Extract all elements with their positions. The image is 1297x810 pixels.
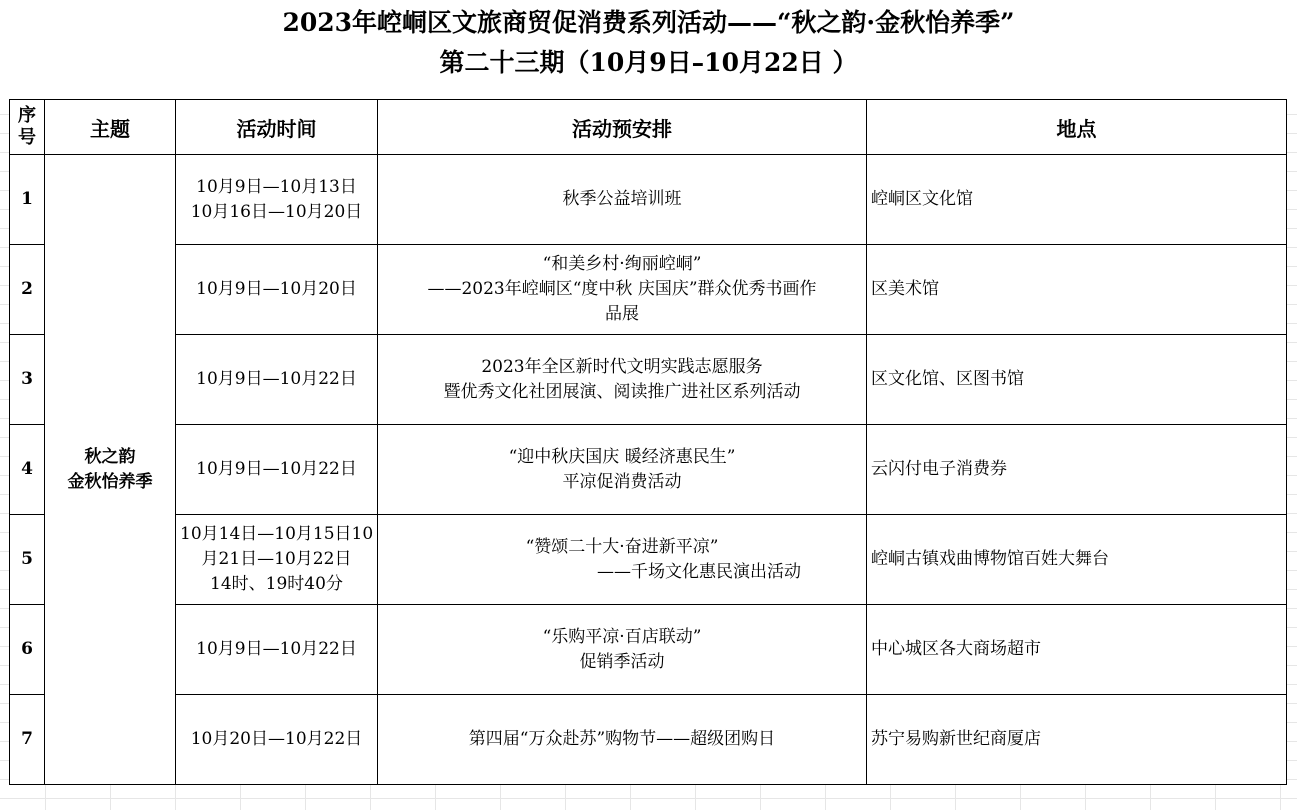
row-index[interactable]: 4: [10, 425, 45, 515]
time-line: 月21日—10月22日: [201, 549, 352, 569]
time-cell[interactable]: [176, 335, 378, 425]
table-row: [10, 245, 1287, 335]
activity-line: 2023年全区新时代文明实践志愿服务: [481, 356, 763, 377]
header-index[interactable]: [10, 100, 45, 155]
activity-cell[interactable]: [378, 245, 867, 335]
page-title: 2023年崆峒区文旅商贸促消费系列活动——“秋之韵·金秋怡养季”: [282, 8, 1015, 37]
title-block: [0, 0, 1297, 99]
activity-line: 第四届“万众赴苏”购物节——超级团购日: [468, 729, 776, 749]
row-index[interactable]: 5: [10, 515, 45, 605]
activity-line: “和美乡村·绚丽崆峒”: [542, 254, 702, 274]
activity-cell[interactable]: [378, 335, 867, 425]
activity-line: 品展: [605, 304, 639, 324]
time-line: 14时、19时40分: [210, 574, 343, 594]
header-row: [10, 100, 1287, 155]
table-row: [10, 335, 1287, 425]
activity-cell[interactable]: [378, 155, 867, 245]
header-activity[interactable]: 活动预安排: [378, 100, 867, 155]
time-line: 10月9日—10月20日: [196, 279, 357, 299]
activity-line: 暨优秀文化社团展演、阅读推广进社区系列活动: [443, 381, 801, 402]
activity-cell[interactable]: [378, 515, 867, 605]
time-line: 10月9日—10月22日: [196, 459, 357, 479]
activity-line: 促销季活动: [579, 651, 665, 672]
time-cell[interactable]: [176, 155, 378, 245]
header-time[interactable]: 活动时间: [176, 100, 378, 155]
row-index[interactable]: 1: [10, 155, 45, 245]
time-line: 10月9日—10月22日: [196, 639, 357, 659]
location-cell[interactable]: 区文化馆、区图书馆: [867, 335, 1287, 425]
activity-line: “乐购平凉·百店联动”: [542, 626, 702, 647]
activity-line: ——2023年崆峒区“度中秋 庆国庆”群众优秀书画作: [427, 279, 817, 299]
location-cell[interactable]: 区美术馆: [867, 245, 1287, 335]
activity-line: 平凉促消费活动: [562, 471, 682, 492]
time-cell[interactable]: [176, 515, 378, 605]
time-line: 10月16日—10月20日: [190, 201, 363, 222]
table-row: [10, 515, 1287, 605]
location-cell[interactable]: 云闪付电子消费券: [867, 425, 1287, 515]
time-line: 10月20日—10月22日: [190, 729, 363, 749]
row-index[interactable]: 7: [10, 695, 45, 785]
time-line: 10月14日—10月15日10: [180, 524, 374, 544]
activity-line: 秋季公益培训班: [562, 189, 682, 209]
header-theme[interactable]: 主题: [45, 100, 176, 155]
header-location[interactable]: 地点: [867, 100, 1287, 155]
activity-line: ——千场文化惠民演出活动: [597, 561, 801, 582]
activity-cell[interactable]: [378, 695, 867, 785]
header-index-line-2: 号: [18, 127, 36, 148]
theme-line-1: 秋之韵: [84, 446, 136, 467]
table-row: [10, 695, 1287, 785]
time-cell[interactable]: [176, 245, 378, 335]
time-cell[interactable]: [176, 605, 378, 695]
location-cell[interactable]: 崆峒古镇戏曲博物馆百姓大舞台: [867, 515, 1287, 605]
table-row: [10, 155, 1287, 245]
page-subtitle: 第二十三期（10月9日–10月22日 ）: [439, 48, 858, 77]
row-index[interactable]: 2: [10, 245, 45, 335]
theme-cell[interactable]: [45, 155, 176, 785]
time-cell[interactable]: [176, 695, 378, 785]
activity-cell[interactable]: [378, 425, 867, 515]
header-index-line-1: 序: [18, 105, 36, 126]
theme-line-2: 金秋怡养季: [67, 471, 153, 492]
location-cell[interactable]: 苏宁易购新世纪商厦店: [867, 695, 1287, 785]
schedule-table: [9, 99, 1287, 785]
time-cell[interactable]: [176, 425, 378, 515]
row-index[interactable]: 3: [10, 335, 45, 425]
activity-cell[interactable]: [378, 605, 867, 695]
location-cell[interactable]: 崆峒区文化馆: [867, 155, 1287, 245]
time-line: 10月9日—10月22日: [196, 369, 357, 389]
row-index[interactable]: 6: [10, 605, 45, 695]
table-row: [10, 425, 1287, 515]
time-line: 10月9日—10月13日: [196, 176, 357, 197]
activity-line: “迎中秋庆国庆 暖经济惠民生”: [508, 446, 736, 467]
activity-line: “赞颂二十大·奋进新平凉”: [525, 536, 719, 557]
location-cell[interactable]: 中心城区各大商场超市: [867, 605, 1287, 695]
table-row: [10, 605, 1287, 695]
